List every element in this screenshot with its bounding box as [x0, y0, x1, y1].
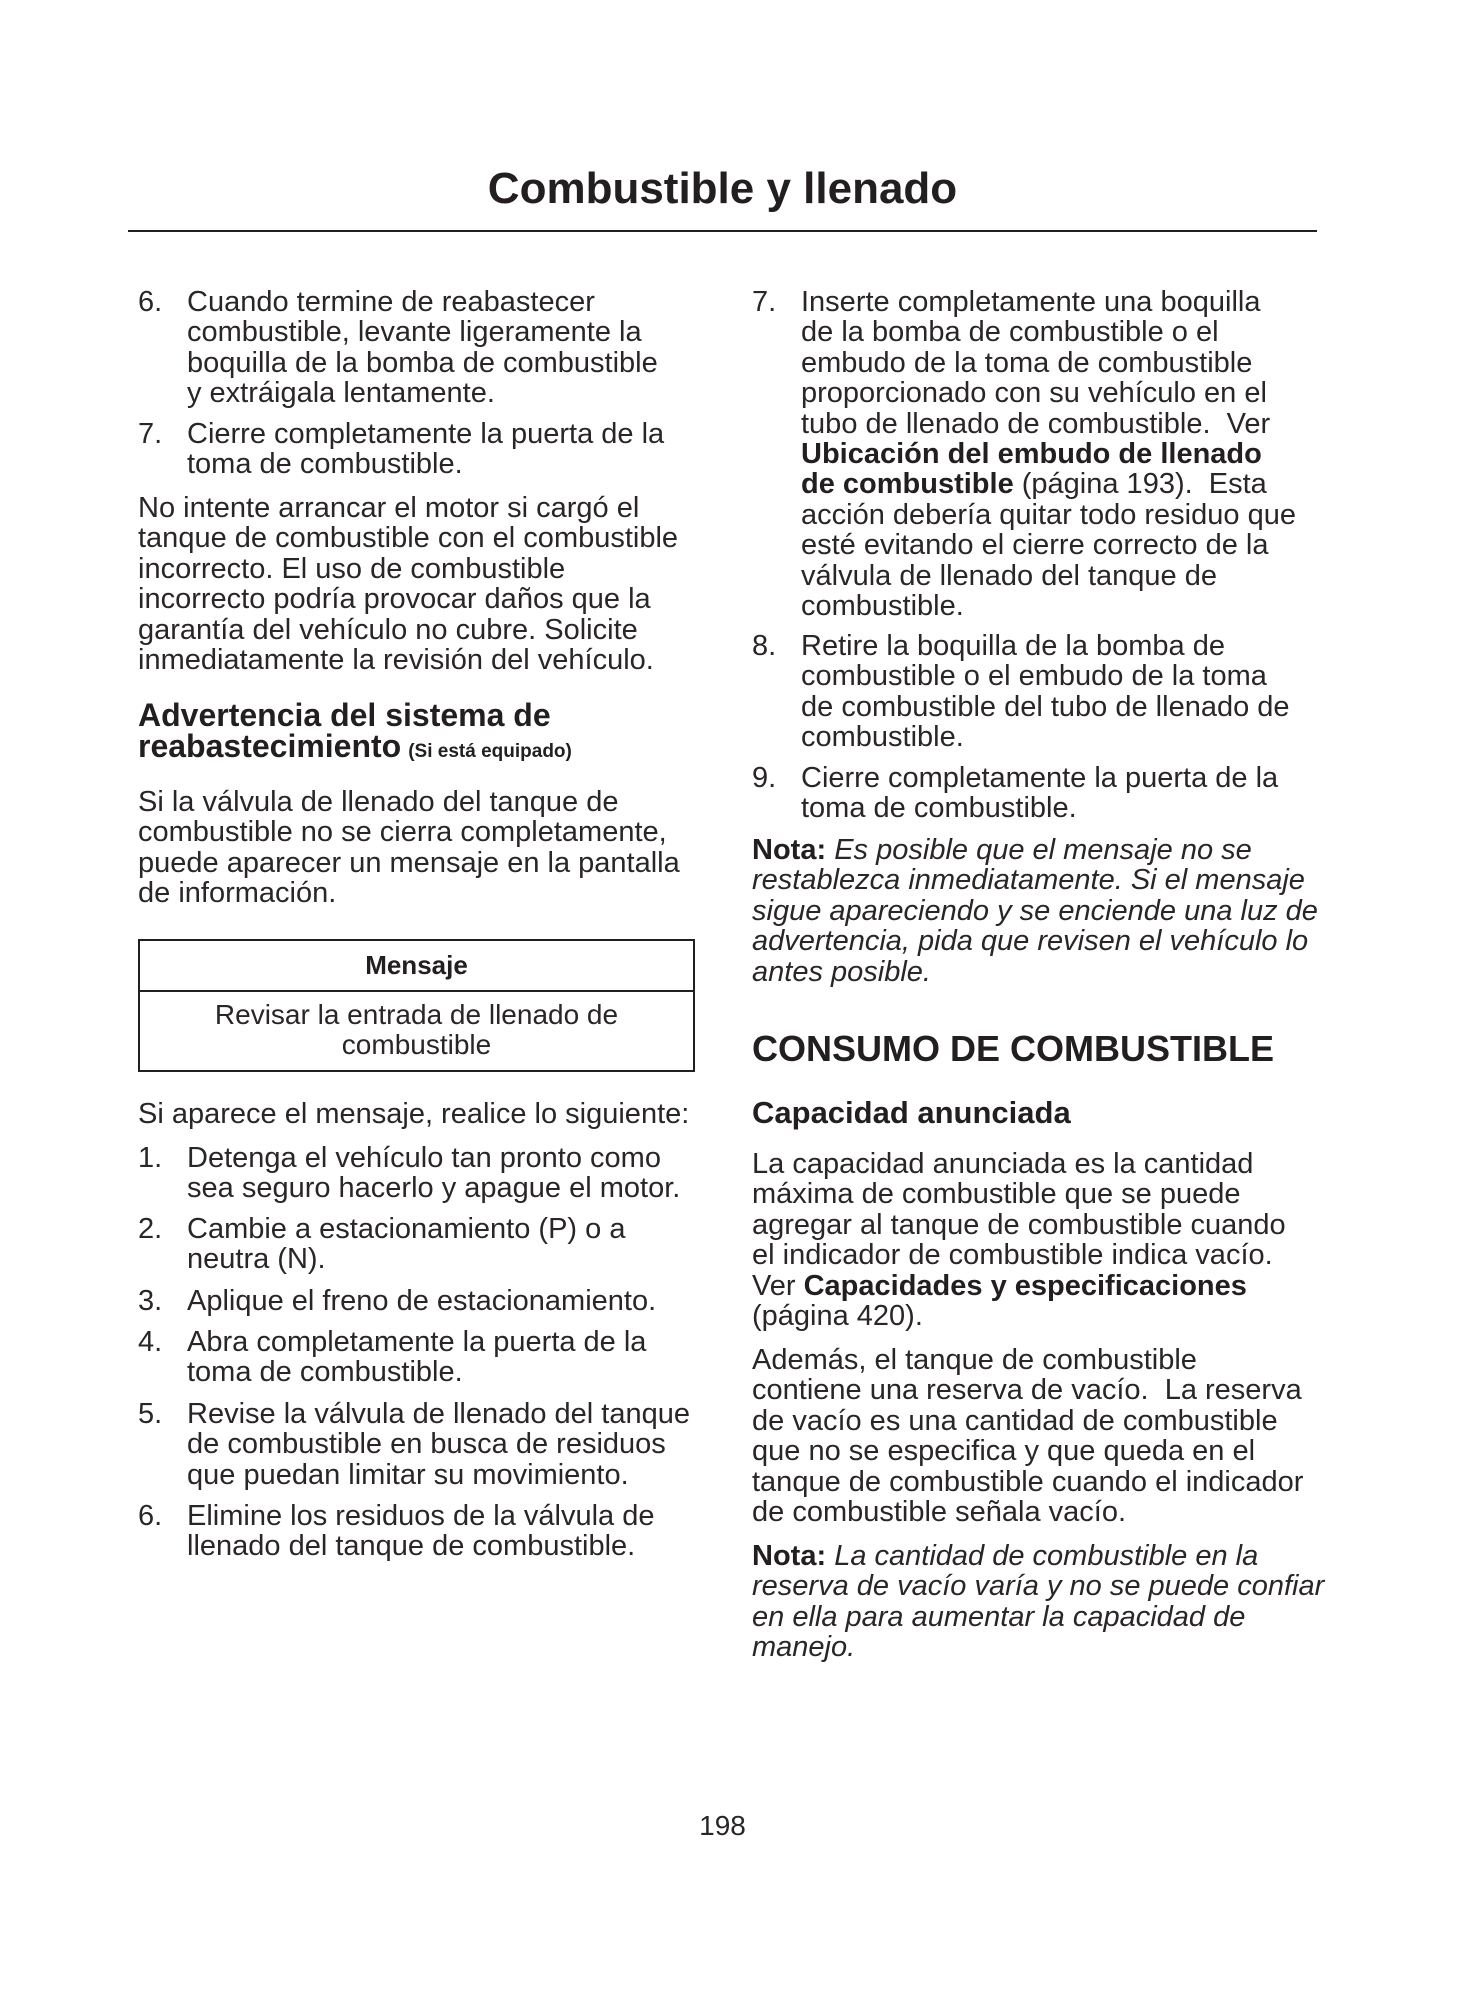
step-number: 7.	[138, 418, 163, 450]
step-number: 1.	[138, 1142, 163, 1174]
reserve-paragraph: Además, el tanque de combustible contiene una reserva de vacío. La reserva de vacío es una cantidad de combustible que no se especifica y que queda en el tanque de combustible cuando el indicador de combustible señala vacío.	[752, 1344, 1304, 1529]
list-item-step-7-insert-nozzle	[752, 287, 1296, 621]
capacity-paragraph	[752, 1149, 1286, 1331]
list-item-step-8-remove-nozzle	[752, 631, 1290, 753]
cross-reference-capacities: Capacidades y especificaciones	[803, 1269, 1247, 1302]
section-heading-qualifier: (Si está equipado)	[408, 740, 572, 762]
message-table-header: Mensaje	[140, 941, 693, 992]
page-title: Combustible y llenado	[487, 164, 958, 213]
subsection-title-advertised-capacity: Capacidad anunciada	[752, 1095, 1071, 1130]
list-item-step-5-inspect-valve	[138, 1399, 690, 1490]
list-item-step-6-remove-nozzle	[138, 287, 658, 409]
section-heading-title: Advertencia del sistema de reabastecimiento	[138, 697, 551, 764]
wrong-fuel-paragraph: No intente arrancar el motor si cargó el tanque de combustible con el combustible incorrecto. El uso de combustible incorrecto podría provocar daños que la garantía del vehículo no cubre. Solicite inmediatamente la revisión del vehículo.	[138, 492, 679, 677]
step-number: 2.	[138, 1213, 163, 1245]
note-empty-reserve	[752, 1541, 1324, 1663]
step-text-start: Inserte completamente una boquilla de la bomba de combustible o el embudo de la toma de combustible proporcionado con su vehículo en el tubo de llenado de combustible. Ver	[801, 286, 1271, 440]
step-text: Cierre completamente la puerta de la toma de combustible.	[187, 418, 665, 481]
step-number: 8.	[752, 630, 777, 662]
step-number: 5.	[138, 1398, 163, 1430]
step-text: Cierre completamente la puerta de la toma de combustible.	[801, 762, 1279, 825]
step-number: 6.	[138, 1500, 163, 1532]
note-text: Es posible que el mensaje no se restablezca inmediatamente. Si el mensaje sigue apareciendo y se enciende una luz de advertencia, pida que revisen el vehículo lo antes posible.	[752, 834, 1318, 988]
message-table	[138, 939, 695, 1072]
step-text: Elimine los residuos de la válvula de llenado del tanque de combustible.	[187, 1500, 655, 1563]
step-number: 3.	[138, 1285, 163, 1317]
page-number: 198	[699, 1810, 746, 1841]
section-heading-refuel-warning	[138, 697, 572, 767]
step-number: 9.	[752, 762, 777, 794]
step-number: 7.	[752, 286, 777, 318]
step-text: Detenga el vehículo tan pronto como sea seguro hacerlo y apague el motor.	[187, 1142, 681, 1205]
intro-paragraph: Si la válvula de llenado del tanque de combustible no se cierra completamente, puede aparecer un mensaje en la pantalla de información.	[138, 786, 680, 910]
list-item-step-1-stop-vehicle	[138, 1143, 680, 1204]
message-table-cell: Revisar la entrada de llenado de combustible	[214, 999, 619, 1061]
capacity-text-start: La capacidad anunciada es la cantidad máxima de combustible que se puede agregar al tanque de combustible cuando el indicador de combustible indica vacío. Ver	[752, 1148, 1286, 1302]
cross-reference-funnel-location: Ubicación del embudo de llenado de combustible	[801, 438, 1262, 501]
step-text: Cambie a estacionamiento (P) o a neutra (N).	[187, 1213, 626, 1276]
instructions-intro: Si aparece el mensaje, realice lo siguiente:	[138, 1098, 690, 1130]
step-text: Cuando termine de reabastecer combustible, levante ligeramente la boquilla de la bomba de combustible y extráigala lentamente.	[187, 286, 658, 410]
list-item-step-6-remove-debris	[138, 1501, 654, 1562]
list-item-step-4-open-door	[138, 1327, 646, 1388]
step-number: 4.	[138, 1326, 163, 1358]
step-text	[801, 287, 1296, 621]
step-text: Aplique el freno de estacionamiento.	[187, 1285, 657, 1317]
note-label: Nota:	[752, 834, 827, 866]
capacity-text-end: (página 420).	[752, 1300, 923, 1333]
step-text: Abra completamente la puerta de la toma de combustible.	[187, 1326, 647, 1389]
list-item-step-7-close-door	[138, 419, 664, 480]
section-title-fuel-consumption: CONSUMO DE COMBUSTIBLE	[752, 1028, 1274, 1069]
list-item-step-9-close-door	[752, 763, 1278, 824]
step-number: 6.	[138, 286, 163, 318]
list-item-step-2-park-neutral	[138, 1214, 625, 1275]
list-item-step-3-parking-brake	[138, 1286, 656, 1316]
note-text: La cantidad de combustible en la reserva de vacío varía y no se puede confiar en ella para aumentar la capacidad de manejo.	[752, 1540, 1325, 1664]
step-text-end: (página 193). Esta acción debería quitar todo residuo que esté evitando el cierre correcto de la válvula de llenado del tanque de combustible.	[801, 468, 1296, 623]
step-text: Revise la válvula de llenado del tanque de combustible en busca de residuos que puedan limitar su movimiento.	[187, 1398, 691, 1491]
step-text: Retire la boquilla de la bomba de combustible o el embudo de la toma de combustible del tubo de llenado de combustible.	[801, 630, 1290, 754]
note-message-reset	[752, 835, 1318, 987]
note-label: Nota:	[752, 1540, 827, 1572]
title-divider	[128, 230, 1317, 232]
